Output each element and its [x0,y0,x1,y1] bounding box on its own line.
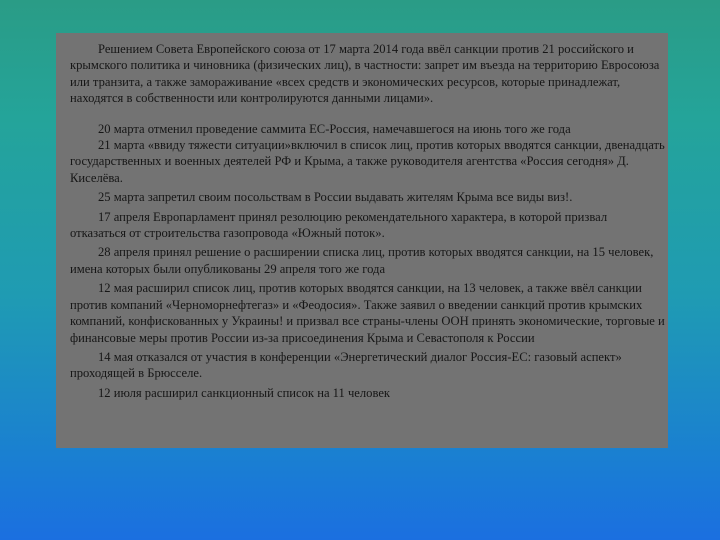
paragraph-march-25: 25 марта запретил своим посольствам в России выдавать жителям Крыма все виды виз!. [98,190,573,205]
paragraph-march-21: 21 марта «ввиду тяжести ситуации»включил в список лиц, против которых вводятся санкции, двенадцать государственных и военных деятелей РФ и Крыма, а также руководителя агентства «Россия сегодня» Д. Киселёва. [70,138,665,185]
text-body [70,41,666,401]
paragraph-may-14: 14 мая отказался от участия в конференции «Энергетический диалог Россия-ЕС: газовый аспект» проходящей в Брюсселе. [70,349,622,381]
paragraph-eu-council-decision: Решением Совета Европейского союза от 17 марта 2014 года ввёл санкции против 21 российского и крымского политика и чиновника (физических лиц), в частности: запрет им въезда на территорию Евросоюза или транзита, а также замораживание «всех средств и экономических ресурсов, которые принадлежат, находятся в собственности или контролируются данными лицами». [70,42,660,106]
paragraph-may-12: 12 мая расширил список лиц, против которых вводятся санкции, на 13 человек, а также ввёл санкции против компаний «Черноморнефтегаз» и «Феодосия». Также заявил о введении санкций против крымских компаний, конфискованных у Украины! и призвал все страны-члены ООН принять экономические, торговые и финансовые меры против России из-за присоединения Крыма и Севастополя к России [70,281,665,345]
paragraph-april-17: 17 апреля Европарламент принял резолюцию рекомендательного характера, в которой призвал отказаться от строительства газопровода «Южный поток». [70,209,608,241]
paragraph-july-12: 12 июля расширил санкционный список на 11 человек [98,385,391,400]
paragraph-april-28: 28 апреля принял решение о расширении списка лиц, против которых вводятся санкции, на 15 человек, имена которых были опубликованы 29 апреля того же года [70,245,654,276]
paragraph-march-20: 20 марта отменил проведение саммита ЕС-Россия, намечавшегося на июнь того же года [98,121,571,136]
